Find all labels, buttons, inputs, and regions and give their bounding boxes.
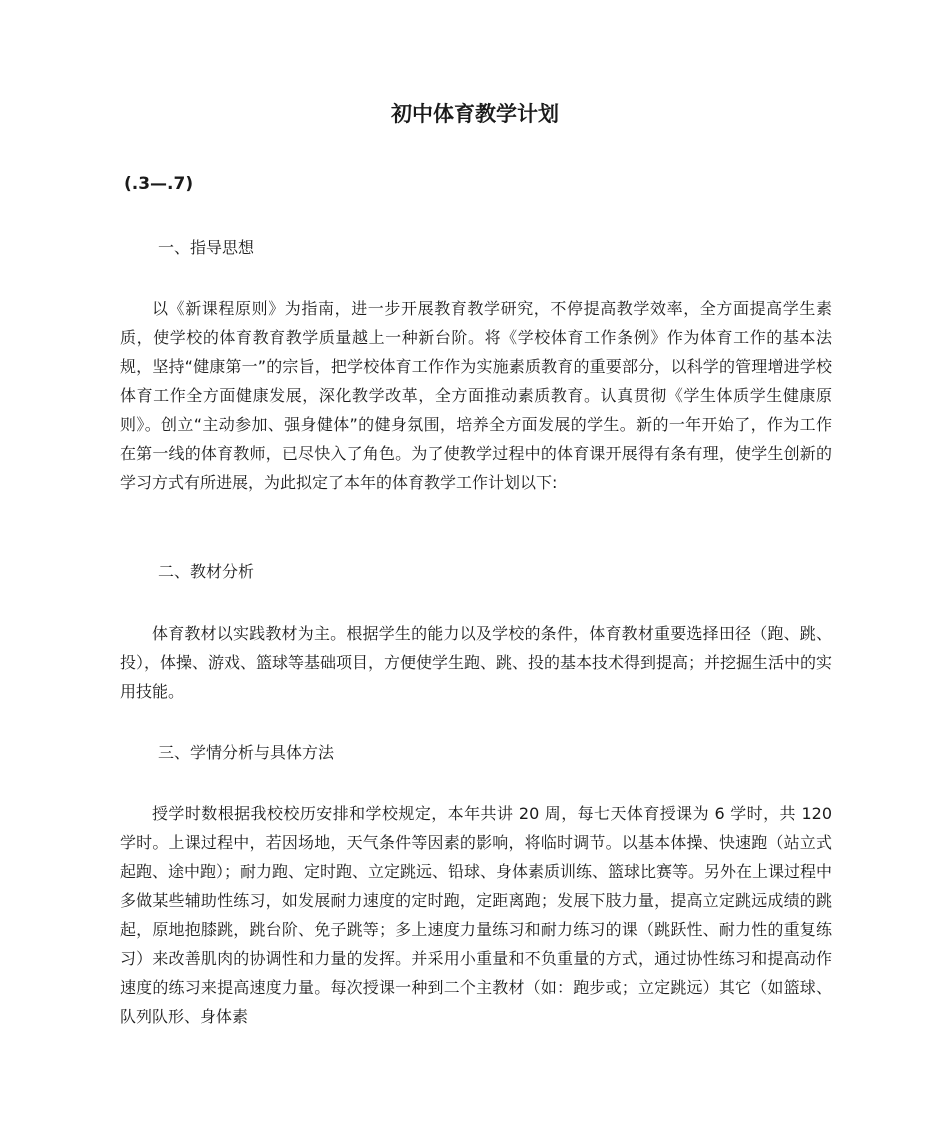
section-body-guiding-ideology: 以《新课程原则》为指南，进一步开展教育教学研究，不停提高教学效率，全方面提高学生素质，使学校的体育教育教学质量越上一种新台阶。将《学校体育工作条例》作为体育工作的基本法规，坚持“健康第一”的宗旨，把学校体育工作作为实施素质教育的重要部分，以科学的管理增进学校体育工作全方面健康发展，深化教学改革，全方面推动素质教育。认真贯彻《学生体质学生健康原则》。创立“主动参加、强身健体”的健身氛围，培养全方面发展的学生。新的一年开始了，作为工作在第一线的体育教师，已尽快入了角色。为了使教学过程中的体育课开展得有条有理，使学生创新的学习方式有所进展，为此拟定了本年的体育教学工作计划以下: — [120, 299, 832, 492]
document-title: 初中体育教学计划 — [391, 102, 559, 126]
date-range: (.3—.7) — [124, 174, 194, 194]
section-heading-textbook-analysis: 二、教材分析 — [158, 562, 255, 581]
section-body-textbook-analysis: 体育教材以实践教材为主。根据学生的能力以及学校的条件，体育教材重要选择田径（跑、跳、投），体操、游戏、篮球等基础项目，方便使学生跑、跳、投的基本技术得到提高；并挖掘生活中的实用技能。 — [120, 624, 833, 701]
section-heading-student-analysis: 三、学情分析与具体方法 — [158, 743, 335, 762]
section-body-student-analysis: 授学时数根据我校校历安排和学校规定，本年共讲 20 周，每七天体育授课为 6 学时，共 120 学时。上课过程中，若因场地，天气条件等因素的影响，将临时调节。以基本体操、快速跑（站立式起跑、途中跑）；耐力跑、定时跑、立定跳远、铅球、身体素质训练、篮球比赛等。另外在上课过程中多做某些辅助性练习，如发展耐力速度的定时跑，定距离跑；发展下肢力量，提高立定跳远成绩的跳起，原地抱膝跳，跳台阶、免子跳等；多上速度力量练习和耐力练习的课（跳跃性、耐力性的重复练习）来改善肌肉的协调性和力量的发挥。并采用小重量和不负重量的方式，通过协性练习和提高动作速度的练习来提高速度力量。每次授课一种到二个主教材（如：跑步或；立定跳远）其它（如篮球、队列队形、身体素 — [120, 804, 832, 1026]
section-heading-guiding-ideology: 一、指导思想 — [158, 238, 255, 257]
